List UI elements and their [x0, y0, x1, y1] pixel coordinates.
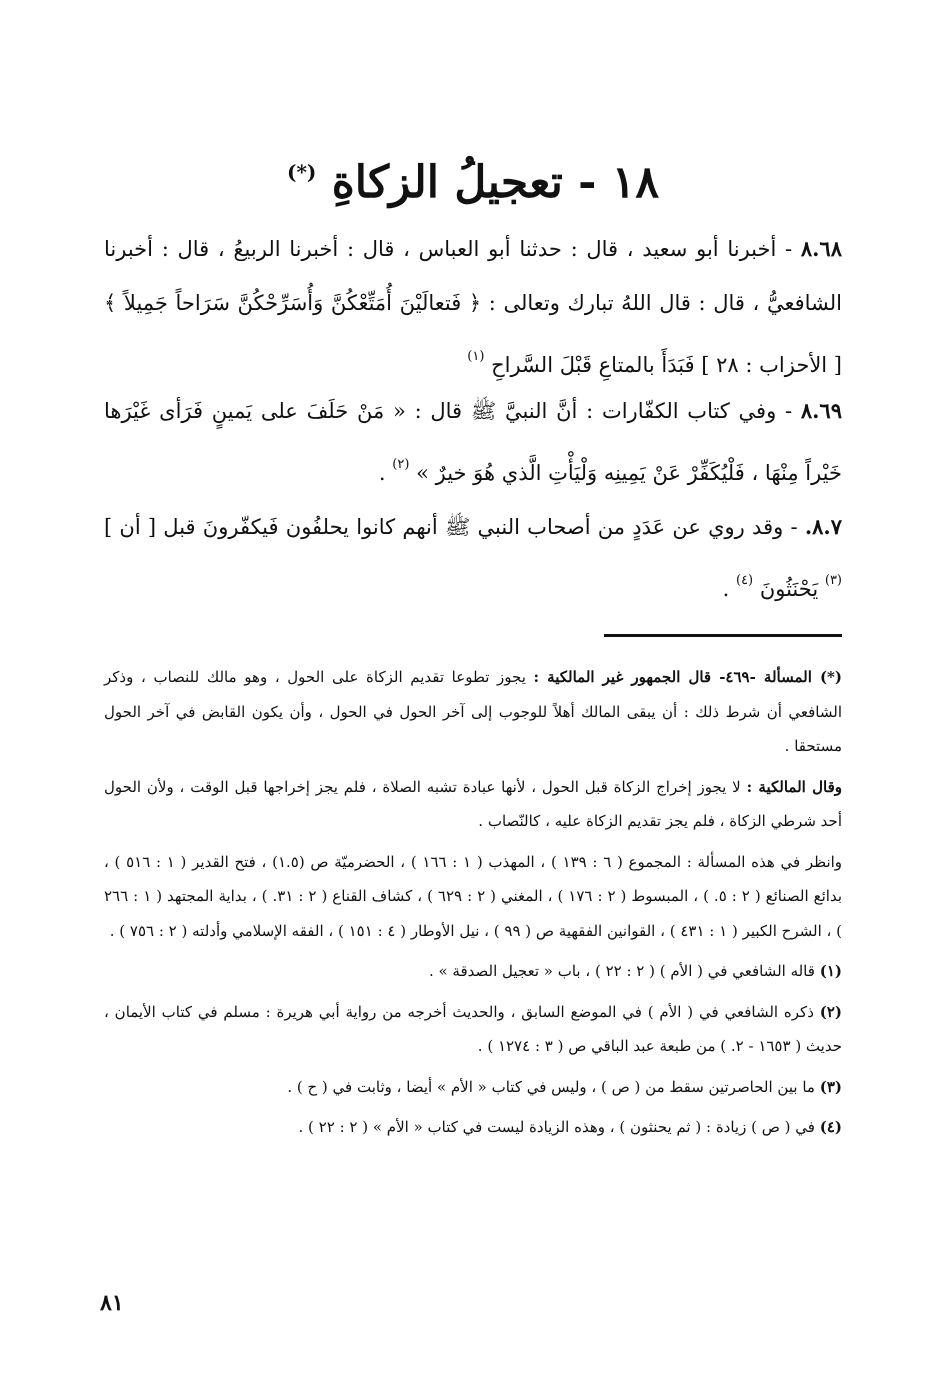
footnote-references [104, 845, 842, 949]
footnote-label: (٣) [819, 1077, 842, 1096]
footnote-label: وقال المالكية : [746, 777, 842, 796]
paragraph-text-cont: يَحْنَثُونَ [759, 577, 819, 601]
paragraph-end: . [722, 577, 730, 601]
footnote-4 [104, 1110, 842, 1145]
footnote-text: ذكره الشافعي في ( الأم ) في الموضع السابق ، والحديث أخرجه من رواية أبي هريرة : مسلم في كتاب الأيمان ، حديث ( ١٦٥٣ - ٢. ) من طبعة عبد الباقي ص ( ٣ : ١٢٧٤ ) . [104, 1002, 842, 1055]
footnote-star [104, 660, 842, 764]
footnote-label: (٢) [819, 1002, 842, 1021]
paragraph-text: - وقد روي عن عَدَدٍ من أصحاب النبي ﷺ أنهم كانوا يحلفُون فَيكفّرونَ قبل [ أن ] [104, 515, 798, 539]
footnote-label: (*) المسألة -٤٦٩- قال الجمهور غير المالكية : [533, 668, 842, 686]
footnote-maliki [104, 770, 842, 839]
footnote-text: لا يجوز إخراج الزكاة قبل الحول ، لأنها عبادة تشبه الصلاة ، فلم يجز إخراجها قبل الوقت ، ولأن الحول أحد شرطي الزكاة ، فلم يجز تقديم الزكاة عليه ، كالنّصاب . [104, 777, 842, 830]
paragraph-text: - وفي كتاب الكفّارات : أنَّ النبيَّ ﷺ قال : « مَنْ حَلَفَ على يَمينٍ فَرَأى غَيْرَها خَيْراً مِنْهَا ، فَلْيُكَفِّرْ عَنْ يَمِينِه وَلْيَأْتِ الَّذي هُوَ خيرٌ » [104, 399, 842, 485]
footnote-text: قاله الشافعي في ( الأم ) ( ٢ : ٢٢ ) ، باب « تعجيل الصدقة » . [428, 962, 815, 980]
paragraph-number: ٨.٦٨ [800, 236, 842, 261]
footnote-ref: (٢) [392, 457, 410, 472]
page-number: ٨١ [100, 1290, 124, 1316]
chapter-number: ١٨ [611, 157, 659, 208]
footnote-label: (٤) [819, 1118, 842, 1136]
footnote-text: في ( ص ) زيادة : ( ثم يحنثون ) ، وهذه الزيادة ليست في كتاب « الأم » ( ٢ : ٢٢ ) . [298, 1118, 815, 1136]
chapter-title [0, 140, 946, 215]
paragraph-number: ٨.٦٩ [800, 398, 842, 423]
footnote-text: يجوز تطوعا تقديم الزكاة على الحول ، وهو مالك للنصاب ، وذكر الشافعي أن شرط ذلك : أن يبقى المالك أهلاً للوجوب إلى آخر الحول في الحول ، وأن يكون القابض في آخر الحول مستحقا . [104, 668, 842, 755]
footnote-label: (١) [819, 962, 842, 980]
footnote-2 [104, 995, 842, 1064]
footnotes [104, 660, 842, 1151]
title-dash: - [578, 157, 597, 208]
paragraph-text: - أخبرنا أبو سعيد ، قال : حدثنا أبو العباس ، قال : أخبرنا الربيعُ ، قال : أخبرنا الشافعيُّ ، قال : قال اللهُ تبارك وتعالى : ﴿ فَتعالَيْنَ أُمَتِّعْكُنَّ وَأُسَرِّحْكُنَّ سَرَاحاً جَمِيلاً ﴾ [ الأحزاب : ٢٨ ] فَبَدَأَ بالمتاعِ قَبْلَ السَّراحِ [104, 237, 842, 377]
footnote-separator [604, 634, 842, 637]
paragraph-68 [104, 222, 842, 392]
chapter-title-text: تعجيلُ الزكاةِ [331, 157, 563, 208]
footnote-text: وانظر في هذه المسألة : المجموع ( ٦ : ١٣٩ ) ، المهذب ( ١ : ١٦٦ ) ، الحضرميّة ص (١.٥) ، فتح القدير ( ١ : ٥١٦ ) ، بدائع الصنائع ( ٢ : ٥. ) ، المبسوط ( ٢ : ١٧٦ ) ، المغني ( ٢ : ٦٢٩ ) ، كشاف القناع ( ٢ : ٣١. ) ، بداية المجتهد ( ١ : ٢٦٦ ) ، الشرح الكبير ( ١ : ٤٣١ ) ، القوانين الفقهية ص ( ٩٩ ) ، نيل الأوطار ( ٤ : ١٥١ ) ، الفقه الإسلامي وأدلته ( ٢ : ٧٥٦ ) . [104, 852, 843, 940]
paragraph-end: . [378, 461, 386, 485]
paragraph-number: ٨.٧. [804, 514, 842, 539]
title-footnote-mark: (*) [286, 160, 317, 184]
footnote-ref: (٤) [735, 573, 754, 588]
paragraph-69 [104, 384, 842, 500]
footnote-text: ما بين الحاصرتين سقط من ( ص ) ، وليس في كتاب « الأم » أيضا ، وثابت في ( ح ) . [287, 1077, 815, 1096]
footnote-3 [104, 1070, 842, 1105]
footnote-ref: (٣) [824, 573, 842, 588]
paragraph-70 [104, 500, 842, 616]
footnote-ref: (١) [467, 349, 485, 364]
footnote-1 [104, 954, 842, 989]
